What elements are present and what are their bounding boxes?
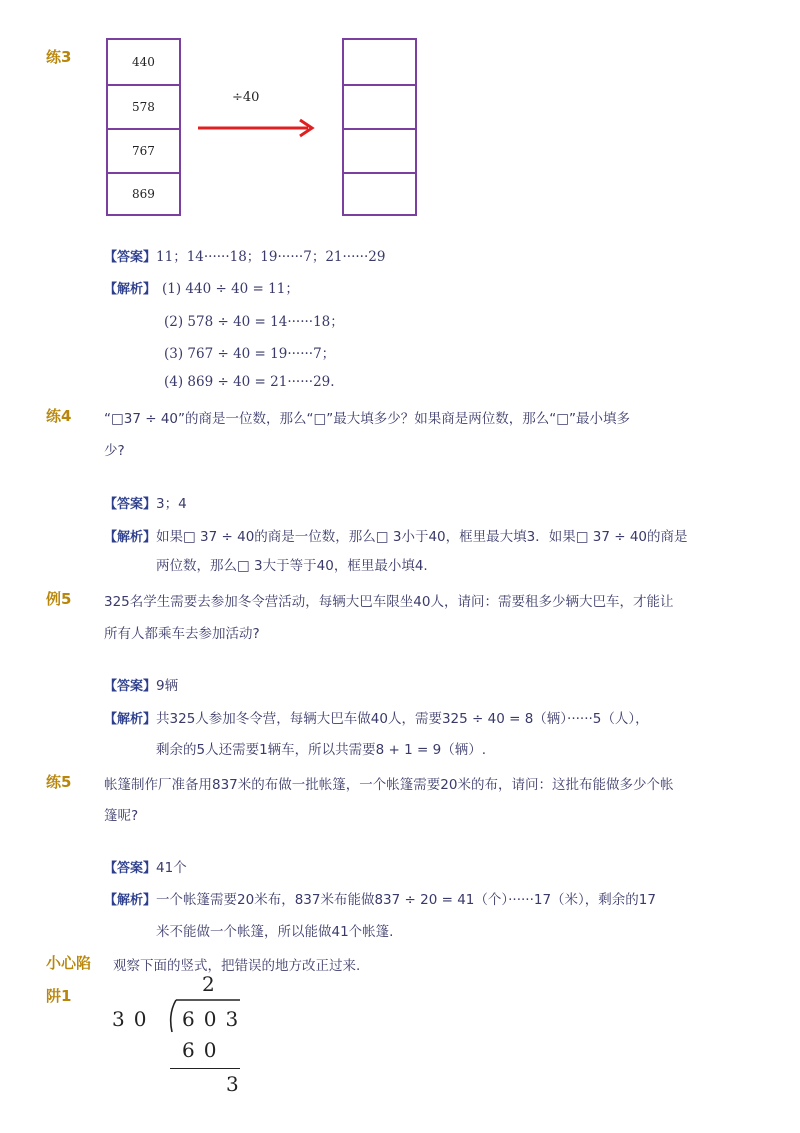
result-column — [342, 38, 417, 216]
long-division-quotient: 2 — [202, 972, 224, 996]
analysis-tag: 【解析】 — [104, 530, 157, 545]
left-value-cell: 578 — [108, 84, 179, 128]
answer-tag: 【答案】 — [104, 250, 157, 265]
result-cell — [344, 40, 415, 84]
analysis-tag: 【解析】 — [104, 893, 157, 908]
long-division-dividend: 603 — [182, 1007, 248, 1031]
answer-text: 11；14······18；19······7；21······29 — [156, 249, 386, 265]
long-division-product: 60 — [182, 1038, 226, 1062]
analysis-step: (2) 578 ÷ 40 = 14······18； — [164, 314, 344, 330]
trap-question: 观察下面的竖式，把错误的地方改正过来. — [113, 958, 361, 974]
answer-tag: 【答案】 — [104, 861, 157, 876]
ex5-label: 练5 — [46, 773, 72, 791]
left-value-cell: 767 — [108, 128, 179, 172]
arrow-right-icon — [196, 118, 320, 138]
answer-text: 41个 — [156, 860, 187, 876]
ex4-label: 练4 — [46, 407, 72, 425]
question-line: “□37 ÷ 40”的商是一位数，那么“□”最大填多少？如果商是两位数，那么“□”最小填多 — [104, 411, 630, 427]
answer-text: 3；4 — [156, 496, 187, 512]
question-line: 所有人都乘车去参加活动? — [104, 626, 260, 642]
result-cell — [344, 172, 415, 214]
analysis-line: 共325人参加冬令营，每辆大巴车做40人，需要325 ÷ 40 = 8（辆）······5（人）， — [156, 711, 649, 727]
analysis-line: 一个帐篷需要20米布，837米布能做837 ÷ 20 = 41（个）······17（米），剩余的17 — [156, 892, 656, 908]
long-division-remainder: 3 — [226, 1072, 248, 1096]
li5-label: 例5 — [46, 590, 72, 608]
left-value-cell: 869 — [108, 172, 179, 214]
question-line: 帐篷制作厂准备用837米的布做一批帐篷，一个帐篷需要20米的布，请问：这批布能做多少个帐 — [104, 777, 674, 793]
analysis-line: 米不能做一个帐篷，所以能做41个帐篷. — [156, 924, 394, 940]
analysis-tag: 【解析】 — [104, 282, 157, 297]
left-value-column — [106, 38, 181, 216]
division-underline — [170, 1068, 240, 1069]
answer-tag: 【答案】 — [104, 679, 157, 694]
analysis-step: (4) 869 ÷ 40 = 21······29. — [164, 374, 335, 390]
analysis-line: 剩余的5人还需要1辆车，所以共需要8 + 1 = 9（辆）. — [156, 742, 487, 758]
analysis-step: (1) 440 ÷ 40 = 11； — [162, 281, 299, 297]
result-cell — [344, 128, 415, 172]
analysis-line: 如果□ 37 ÷ 40的商是一位数，那么□ 3小于40，框里最大填3．如果□ 37 ÷ 40的商是 — [156, 529, 688, 545]
result-cell — [344, 84, 415, 128]
answer-text: 9辆 — [156, 678, 179, 694]
analysis-line: 两位数，那么□ 3大于等于40，框里最小填4. — [156, 558, 428, 574]
analysis-tag: 【解析】 — [104, 712, 157, 727]
question-line: 篷呢? — [104, 808, 139, 824]
question-line: 少? — [104, 443, 125, 459]
long-division-divisor: 30 — [112, 1007, 156, 1031]
operation-label: ÷40 — [232, 90, 260, 105]
question-line: 325名学生需要去参加冬令营活动，每辆大巴车限坐40人，请问：需要租多少辆大巴车，才能让 — [104, 594, 674, 610]
analysis-step: (3) 767 ÷ 40 = 19······7； — [164, 346, 336, 362]
left-value-cell: 440 — [132, 55, 155, 69]
trap-label: 小心陷 — [46, 954, 92, 972]
ex3-label: 练3 — [46, 48, 72, 66]
trap-label-continued: 阱1 — [46, 987, 72, 1005]
answer-tag: 【答案】 — [104, 497, 157, 512]
